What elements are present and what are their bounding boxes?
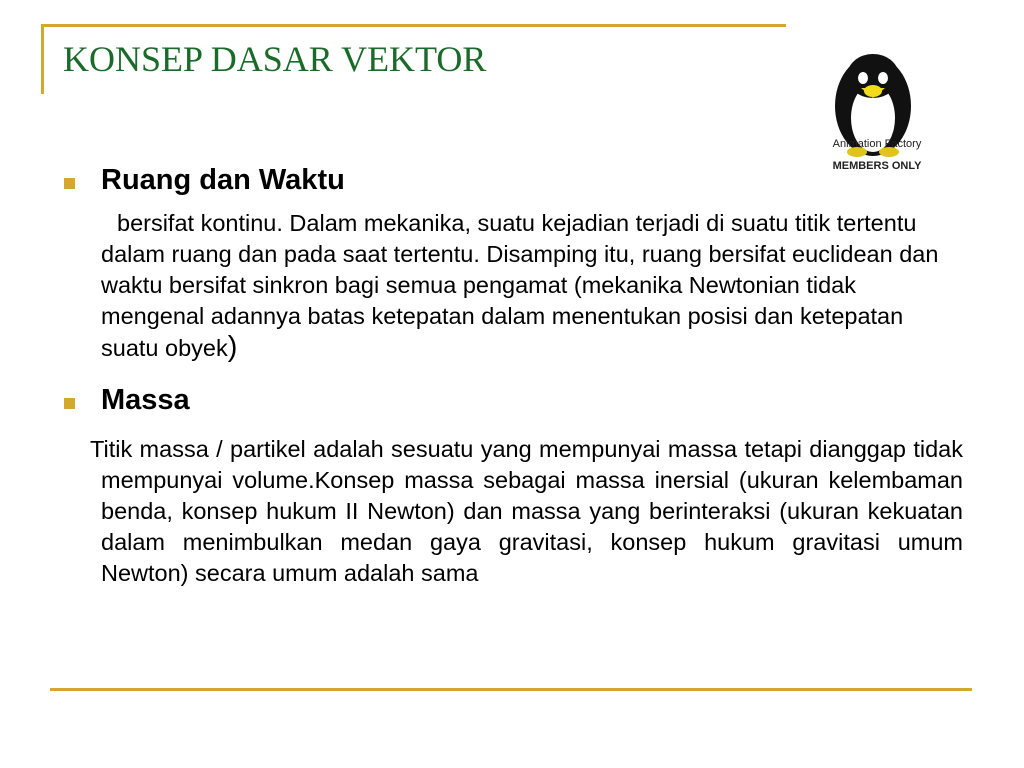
section-text-massa: Titik massa / partikel adalah sesuatu yang mempunyai massa tetapi dianggap tidak mempunyai volume.Konsep massa sebagai massa inersial (ukuran kelembaman benda, konsep hukum II Newton) dan massa yang berinteraksi (ukuran kekuatan dalam menimbulkan medan gaya gravitasi, konsep hukum gravitasi umum Newton) secara umum adalah sama bbox=[90, 436, 963, 586]
frame-bottom-line bbox=[50, 688, 972, 691]
frame-top-line bbox=[41, 24, 786, 27]
slide-title: KONSEP DASAR VEKTOR bbox=[63, 39, 487, 79]
section-heading-massa: Massa bbox=[101, 384, 190, 416]
bullet-square-icon bbox=[64, 178, 75, 189]
logo-text-line2: MEMBERS ONLY bbox=[832, 160, 922, 172]
penguin-logo bbox=[805, 48, 947, 188]
frame-left-line bbox=[41, 24, 44, 94]
section-heading-ruang-waktu: Ruang dan Waktu bbox=[101, 164, 345, 196]
section-text-ruang-waktu: bersifat kontinu. Dalam mekanika, suatu kejadian terjadi di suatu titik tertentu dalam ruang dan pada saat tertentu. Disamping itu, ruang bersifat euclidean dan waktu bersifat sinkron bagi semua pengamat (mekanika Newtonian tidak mengenal adannya batas ketepatan dalam menentukan posisi dan ketepatan suatu obyek) bbox=[101, 210, 939, 363]
bullet-square-icon bbox=[64, 398, 75, 409]
logo-text-line1: Animation Factory bbox=[832, 138, 922, 150]
